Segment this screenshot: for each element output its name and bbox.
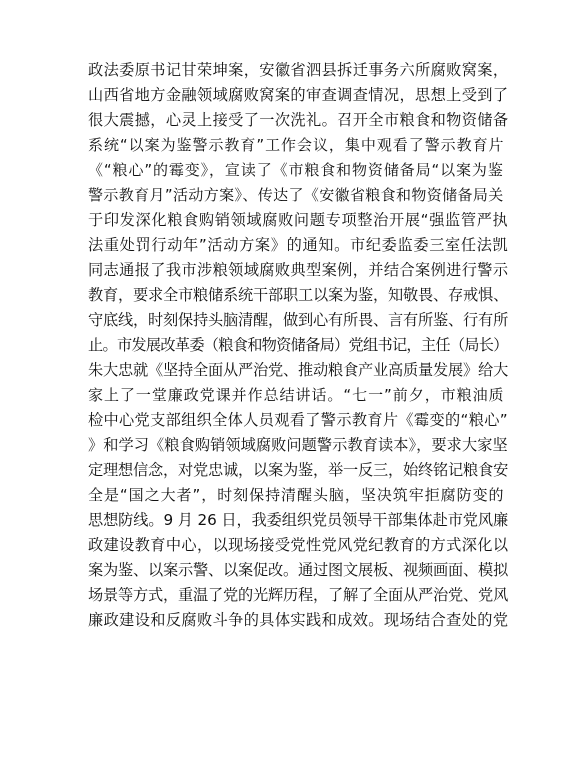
text-line: 警示教育月”活动方案》、传达了《安徽省粮食和物资储备局关 xyxy=(88,186,504,204)
text-line: 政建设教育中心，以现场接受党性党风党纪教育的方式深化以 xyxy=(88,536,509,554)
text-line: 场景等方式，重温了党的光辉历程，了解了全面从严治党、党风 xyxy=(88,586,509,604)
text-line: 检中心党支部组织全体人员观看了警示教育片《霉变的“粮心” xyxy=(88,411,508,429)
text-line: 于印发深化粮食购销领域腐败问题专项整治开展“强监管严执 xyxy=(88,211,509,229)
text-line: 政法委原书记甘荣坤案，安徽省泗县拆迁事务六所腐败窝案， xyxy=(88,61,509,79)
text-line: 山西省地方金融领域腐败窝案的审查调查情况，思想上受到了 xyxy=(88,86,509,104)
text-line: 系统“以案为鉴警示教育”工作会议，集中观看了警示教育片 xyxy=(88,136,505,154)
text-line: 全是“国之大者”，时刻保持清醒头脑，坚决筑牢拒腐防变的 xyxy=(88,486,505,504)
text-line: 很大震撼，心灵上接受了一次洗礼。召开全市粮食和物资储备 xyxy=(88,111,509,129)
text-line: 廉政建设和反腐败斗争的具体实践和成效。现场结合查处的党 xyxy=(88,611,509,629)
text-line: 思想防线。9 月 26 日，我委组织党员领导干部集体赴市党风廉 xyxy=(88,511,509,529)
text-line: 》和学习《粮食购销领域腐败问题警示教育读本》，要求大家坚 xyxy=(88,436,508,454)
text-line: 止。市发展改革委（粮食和物资储备局）党组书记，主任（局长） xyxy=(88,336,508,354)
text-line: 朱大忠就《坚持全面从严治党、推动粮食产业高质量发展》给大 xyxy=(88,361,509,379)
text-line: 教育，要求全市粮储系统干部职工以案为鉴，知敬畏、存戒惧、 xyxy=(88,286,509,304)
text-line: 定理想信念，对党忠诚，以案为鉴，举一反三，始终铭记粮食安 xyxy=(88,461,509,479)
text-line: 《“粮心”的霉变》，宣读了《市粮食和物资储备局“以案为鉴 xyxy=(88,161,504,179)
text-line: 家上了一堂廉政党课并作总结讲话。“七一”前夕，市粮油质 xyxy=(88,386,505,404)
text-line: 案为鉴、以案示警、以案促改。通过图文展板、视频画面、模拟 xyxy=(88,561,509,579)
text-line: 守底线，时刻保持头脑清醒，做到心有所畏、言有所鉴、行有所 xyxy=(88,311,509,329)
body-paragraph xyxy=(88,58,508,633)
text-line: 法重处罚行动年”活动方案》的通知。市纪委监委三室任法凯 xyxy=(88,236,509,254)
text-line: 同志通报了我市涉粮领域腐败典型案例，并结合案例进行警示 xyxy=(88,261,509,279)
